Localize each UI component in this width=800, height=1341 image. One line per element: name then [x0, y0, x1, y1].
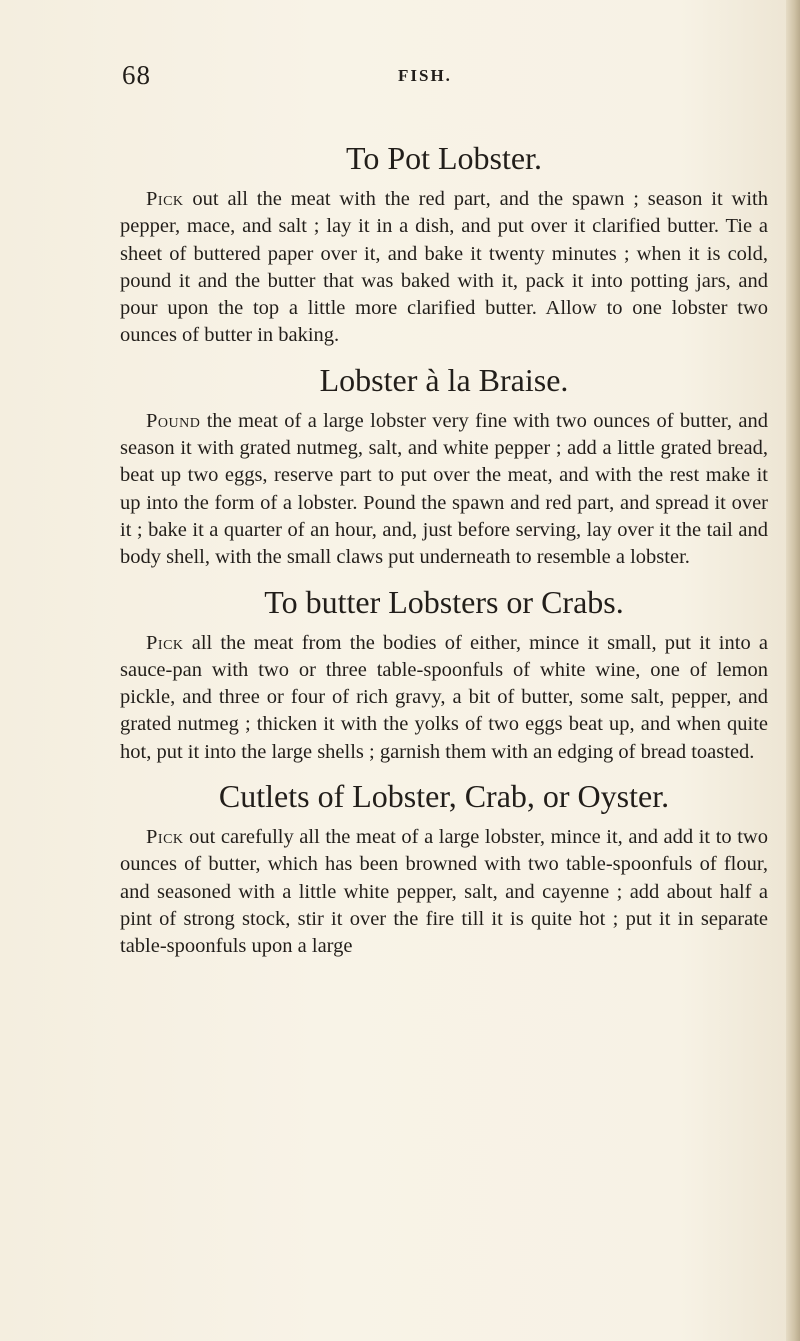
- recipe-text: [120, 186, 768, 350]
- recipe-lead-word: Pound: [146, 409, 201, 432]
- recipe-lead-word: Pick: [146, 188, 184, 210]
- recipe-title: To Pot Lobster.: [346, 140, 542, 176]
- recipe-body: all the meat from the bodies of either, mince it small, put it into a sauce-pan with two or three table-spoonfuls of white wine, one of lemon pickle, and three or four of rich gravy, a bit of butter, some salt, pepper, and grated nutmeg ; thicken it with the yolks of two eggs beat up, and when quite hot, put it into the large shells ; garnish them with an edging of bread toasted.: [120, 631, 768, 763]
- recipe-body: the meat of a large lobster very fine with two ounces of butter, and season it with grated nutmeg, salt, and white pepper ; add a little grated bread, beat up two eggs, reserve part to put over the meat, and with the rest make it up into the form of a lobster. Pound the spawn and red part, and spread it over it ; bake it a quarter of an hour, and, just before serving, lay over it the tail and body shell, with the small claws put underneath to resemble a lobster.: [120, 409, 768, 569]
- recipe-body: out all the meat with the red part, and the spawn ; season it with pepper, mace, and salt ; lay it in a dish, and put over it clarified butter. Tie a sheet of buttered paper over it, and bake it twenty minutes ; when it is cold, pound it and the butter that was baked with it, pack it into potting jars, and pour upon the top a little more clarified butter. Allow to one lobster two ounces of butter in baking.: [120, 188, 768, 347]
- page-edge: [786, 0, 800, 1341]
- running-head: FISH.: [398, 66, 452, 85]
- recipe-text: [120, 824, 768, 960]
- recipe-lead-word: Pick: [146, 826, 184, 849]
- page-number: 68: [122, 60, 151, 90]
- recipe-text: [120, 408, 768, 572]
- recipe-text: [120, 630, 768, 766]
- recipe-title: Cutlets of Lobster, Crab, or Oyster.: [218, 778, 670, 815]
- page-content: [120, 138, 768, 971]
- page-header: [108, 60, 768, 94]
- recipe-title: To butter Lobsters or Crabs.: [264, 583, 624, 620]
- recipe-title: Lobster à la Braise.: [319, 361, 569, 398]
- recipe-lead-word: Pick: [146, 631, 184, 654]
- recipe-body: out carefully all the meat of a large lobster, mince it, and add it to two ounces of butter, which has been browned with two table-spoonfuls of flour, and seasoned with a little white pepper, salt, and cayenne ; add about half a pint of strong stock, stir it over the fire till it is quite hot ; put it in separate table-spoonfuls upon a large: [120, 826, 768, 958]
